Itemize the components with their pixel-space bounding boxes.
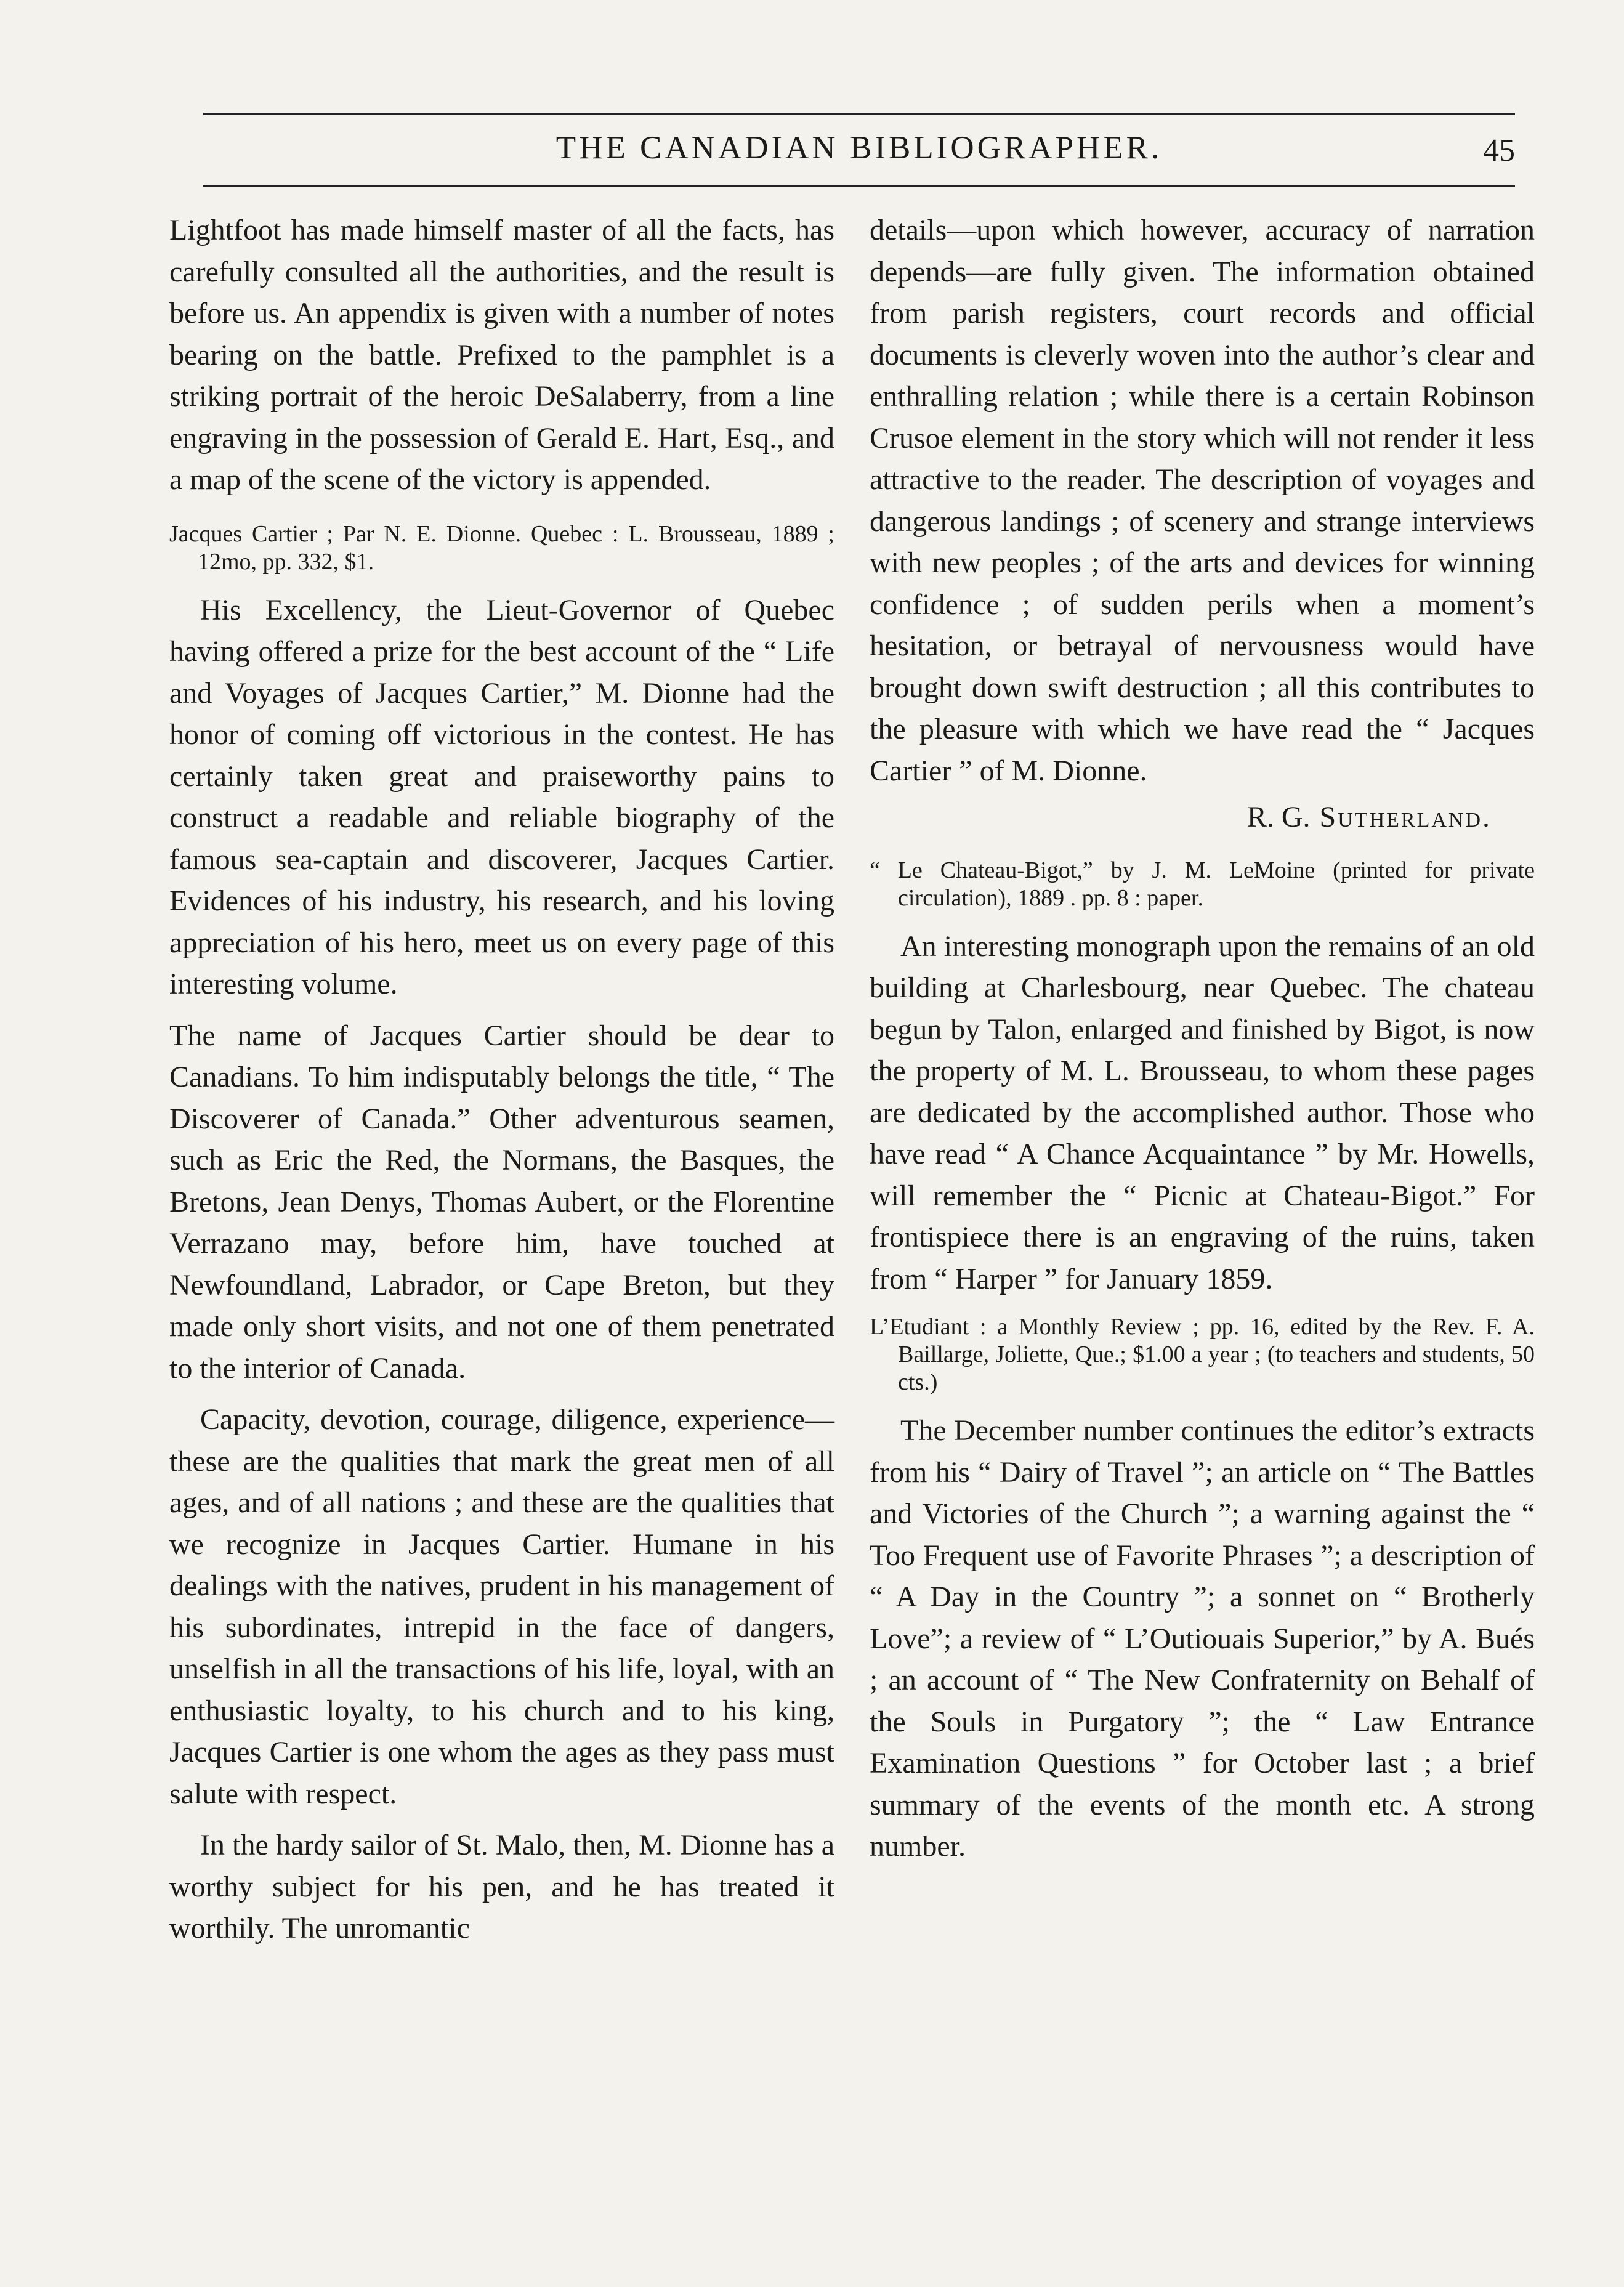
review-signature xyxy=(870,796,1535,838)
paragraph: Lightfoot has made himself master of all the facts, has carefully consulted all the authorities, and the result is before us. An appendix is given with a number of notes bearing on the battle. Prefixed to the pamphlet is a striking portrait of the heroic DeSalaberry, from a line engraving in the possession of Gerald E. Hart, Esq., and a map of the scene of the victory is appended. xyxy=(169,214,834,496)
paragraph: An interesting monograph upon the remains of an old building at Charlesbourg, near Quebec. The chateau begun by Talon, enlarged and finished by Bigot, is now the property of M. L. Brousseau, to whom these pages are dedicated by the accomplished author. Those who have read “ A Chance Acquaintance ” by Mr. Howells, will remember the “ Picnic at Chateau-Bigot.” For frontispiece there is an engraving of the ruins, taken from “ Harper ” for January 1859. xyxy=(870,929,1535,1295)
bibliographic-note: “ Le Chateau-Bigot,” by J. M. LeMoine (printed for private circulation), 1889 . pp. 8 : paper. xyxy=(870,857,1535,911)
signature-name: Sutherland. xyxy=(1319,801,1492,833)
left-column xyxy=(169,209,834,1949)
bibliographic-note: L’Etudiant : a Monthly Review ; pp. 16, edited by the Rev. F. A. Baillarge, Joliette, Que.; $1.00 a year ; (to teachers and students, 50 cts.) xyxy=(870,1314,1535,1395)
paragraph: The name of Jacques Cartier should be dear to Canadians. To him indisputably belongs the title, “ The Discoverer of Canada.” Other adventurous seamen, such as Eric the Red, the Normans, the Basques, the Bretons, Jean Denys, Thomas Aubert, or the Florentine Verrazano may, before him, have touched at Newfoundland, Labrador, or Cape Breton, but they made only short visits, and not one of them penetrated to the interior of Canada. xyxy=(169,1019,834,1385)
bibliographic-note: Jacques Cartier ; Par N. E. Dionne. Quebec : L. Brousseau, 1889 ; 12mo, pp. 332, $1. xyxy=(169,520,834,575)
signature-initials: R. G. xyxy=(1246,801,1311,833)
right-column xyxy=(870,209,1535,1868)
header-bottom-rule xyxy=(203,185,1515,187)
paragraph: Capacity, devotion, courage, diligence, experience—these are the qualities that mark the great men of all ages, and of all nations ; and these are the qualities that we recognize in Jacques Cartier. Humane in his dealings with the natives, prudent in his management of his subordinates, intrepid in the face of dangers, unselfish in all the transactions of his life, loyal, with an enthusiastic loyalty, to his church and to his king, Jacques Cartier is one whom the ages as they pass must salute with respect. xyxy=(169,1403,834,1810)
paragraph: details—upon which however, accuracy of narration depends—are fully given. The information obtained from parish registers, court records and official documents is cleverly woven into the author’s clear and enthralling relation ; while there is a certain Robinson Crusoe element in the story which will not render it less attractive to the reader. The description of voyages and dangerous landings ; of scenery and strange interviews with new peoples ; of the arts and devices for winning confidence ; of sudden perils when a moment’s hesitation, or betrayal of nervousness would have brought down swift destruction ; all this contributes to the pleasure with which we have read the “ Jacques Cartier ” of M. Dionne. xyxy=(870,214,1535,787)
paragraph: His Excellency, the Lieut-Governor of Quebec having offered a prize for the best account of the “ Life and Voyages of Jacques Cartier,” M. Dionne had the honor of coming off victorious in the contest. He has certainly taken great and praiseworthy pains to construct a readable and reliable biography of the famous sea-captain and discoverer, Jacques Cartier. Evidences of his industry, his research, and his loving appreciation of his hero, meet us on every page of this interesting volume. xyxy=(169,593,834,1000)
page-number: 45 xyxy=(1483,133,1515,168)
running-header: THE CANADIAN BIBLIOGRAPHER. xyxy=(555,130,1163,166)
paragraph: In the hardy sailor of St. Malo, then, M. Dionne has a worthy subject for his pen, and he has treated it worthily. The unromantic xyxy=(169,1829,834,1945)
header-top-rule xyxy=(203,113,1515,115)
paragraph: The December number continues the editor’s extracts from his “ Dairy of Travel ”; an article on “ The Battles and Victories of the Church ”; a warning against the “ Too Frequent use of Favorite Phrases ”; a description of “ A Day in the Country ”; a sonnet on “ Brotherly Love”; a review of “ L’Outiouais Superior,” by A. Bués ; an account of “ The New Confraternity on Behalf of the Souls in Purgatory ”; the “ Law Entrance Examination Questions ” for October last ; a brief summary of the events of the month etc. A strong number. xyxy=(870,1414,1535,1863)
